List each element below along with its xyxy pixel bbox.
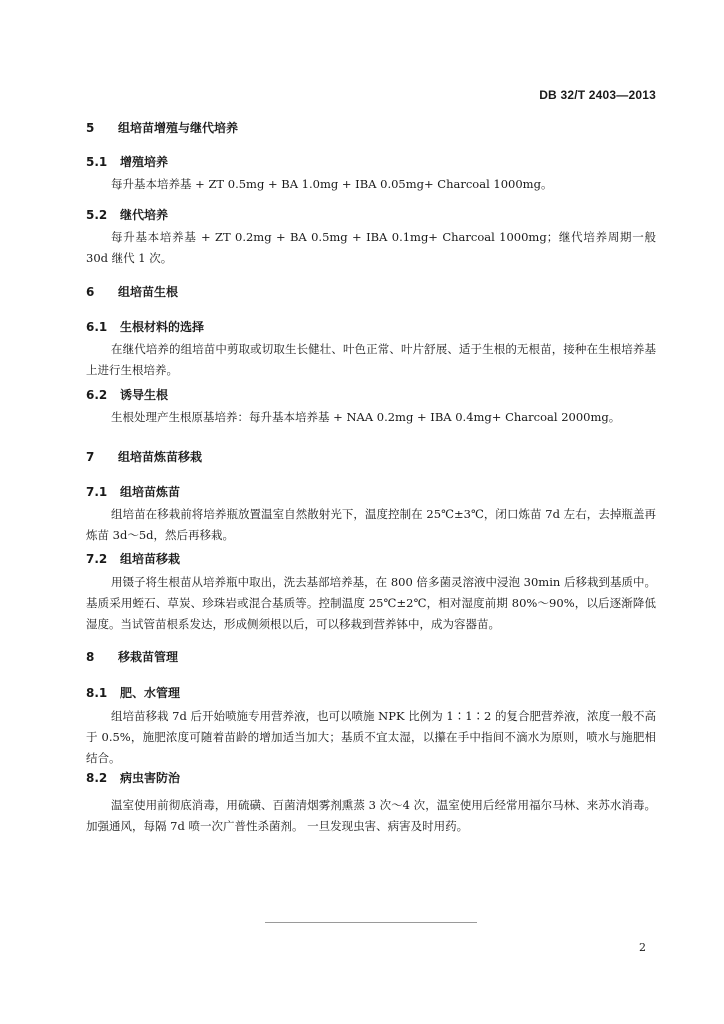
section-title: 移栽苗管理 bbox=[118, 650, 179, 664]
page-number: 2 bbox=[639, 941, 646, 954]
paragraph-8-1: 组培苗移栽 7d 后开始喷施专用营养液，也可以喷施 NPK 比例为 1∶1∶2 的复合肥营养液，浓度一般不高于 0.5%，施肥浓度可随着苗龄的增加适当加大；基质不宜太湿，以攥在手中指间不滴水为原则，喷水与施肥相结合。 bbox=[86, 709, 656, 765]
section-number: 5 bbox=[86, 121, 95, 135]
subsection-heading-8-1 bbox=[86, 684, 180, 701]
footer-divider bbox=[265, 922, 477, 923]
section-heading-8 bbox=[86, 648, 178, 665]
section-number: 7 bbox=[86, 450, 95, 464]
section-number: 7.2 bbox=[86, 552, 108, 566]
standard-code: DB 32/T 2403—2013 bbox=[539, 88, 656, 102]
section-number: 8.2 bbox=[86, 771, 108, 785]
subsection-heading-6-1 bbox=[86, 318, 204, 335]
subsection-heading-7-1 bbox=[86, 483, 180, 500]
section-number: 6.1 bbox=[86, 320, 108, 334]
subsection-heading-5-2 bbox=[86, 206, 168, 223]
section-number: 5.1 bbox=[86, 155, 108, 169]
section-title: 诱导生根 bbox=[120, 388, 169, 402]
section-title: 组培苗炼苗 bbox=[120, 485, 181, 499]
section-heading-7 bbox=[86, 448, 202, 465]
section-number: 6 bbox=[86, 285, 95, 299]
section-number: 5.2 bbox=[86, 208, 108, 222]
paragraph-8-2: 温室使用前彻底消毒，用硫磺、百菌清烟雾剂熏蒸 3 次～4 次，温室使用后经常用福尔马林、来苏水消毒。加强通风，每隔 7d 喷一次广普性杀菌剂。 一旦发现虫害、病害及时用药。 bbox=[86, 798, 656, 833]
paragraph-5-1: 每升基本培养基 + ZT 0.5mg + BA 1.0mg + IBA 0.05mg+ Charcoal 1000mg。 bbox=[111, 177, 553, 191]
subsection-heading-5-1 bbox=[86, 153, 168, 170]
section-title: 继代培养 bbox=[120, 208, 169, 222]
section-heading-6 bbox=[86, 283, 178, 300]
paragraph-6-1: 在继代培养的组培苗中剪取或切取生长健壮、叶色正常、叶片舒展、适于生根的无根苗，接种在生根培养基上进行生根培养。 bbox=[86, 342, 656, 377]
section-title: 组培苗生根 bbox=[118, 285, 179, 299]
paragraph-5-2: 每升基本培养基 + ZT 0.2mg + BA 0.5mg + IBA 0.1mg+ Charcoal 1000mg；继代培养周期一般 30d 继代 1 次。 bbox=[86, 230, 656, 265]
section-title: 组培苗移栽 bbox=[120, 552, 181, 566]
paragraph-7-2: 用镊子将生根苗从培养瓶中取出，洗去基部培养基，在 800 倍多菌灵溶液中浸泡 30min 后移栽到基质中。基质采用蛭石、草炭、珍珠岩或混合基质等。控制温度 25℃±2℃，相对湿度前期 80%～90%，以后逐渐降低湿度。当试管苗根系发达，形成侧须根以后，可以移栽到营养钵中，成为容器苗。 bbox=[86, 575, 656, 631]
section-title: 组培苗增殖与继代培养 bbox=[118, 121, 239, 135]
section-number: 6.2 bbox=[86, 388, 108, 402]
section-title: 肥、水管理 bbox=[120, 686, 181, 700]
subsection-heading-6-2 bbox=[86, 386, 168, 403]
section-title: 增殖培养 bbox=[120, 155, 169, 169]
paragraph-6-2: 生根处理产生根原基培养：每升基本培养基 + NAA 0.2mg + IBA 0.4mg+ Charcoal 2000mg。 bbox=[111, 410, 621, 424]
section-number: 7.1 bbox=[86, 485, 108, 499]
section-heading-5 bbox=[86, 119, 238, 136]
section-title: 生根材料的选择 bbox=[120, 320, 205, 334]
subsection-heading-7-2 bbox=[86, 550, 180, 567]
section-number: 8.1 bbox=[86, 686, 108, 700]
paragraph-7-1: 组培苗在移栽前将培养瓶放置温室自然散射光下，温度控制在 25℃±3℃，闭口炼苗 7d 左右，去掉瓶盖再炼苗 3d～5d，然后再移栽。 bbox=[86, 507, 656, 542]
section-title: 病虫害防治 bbox=[120, 771, 181, 785]
subsection-heading-8-2 bbox=[86, 769, 180, 786]
section-title: 组培苗炼苗移栽 bbox=[118, 450, 203, 464]
section-number: 8 bbox=[86, 650, 95, 664]
